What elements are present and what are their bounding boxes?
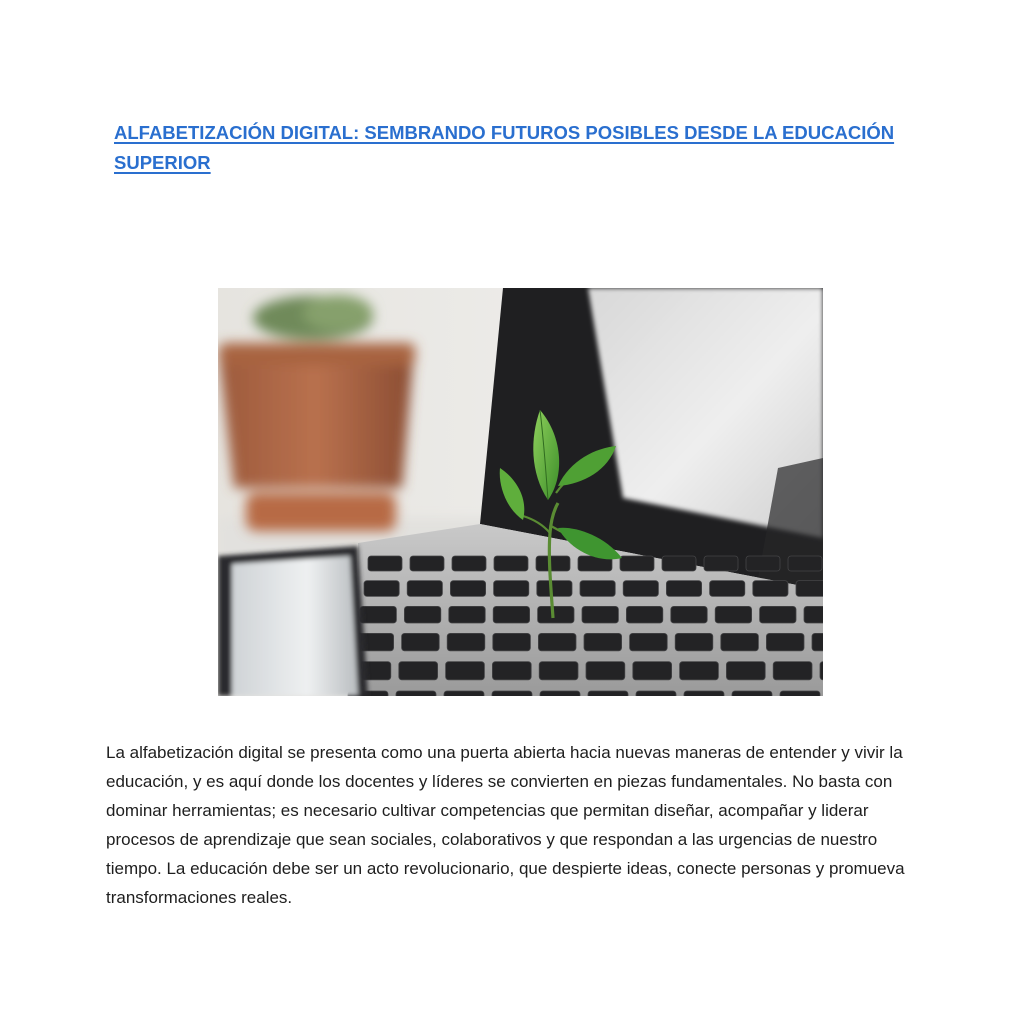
- keyboard-key: [788, 556, 822, 571]
- keyboard-key: [452, 556, 486, 571]
- keyboard-key: [494, 556, 528, 571]
- keyboard-key: [773, 662, 812, 680]
- keyboard-key: [623, 581, 658, 597]
- keyboard-key: [493, 633, 531, 650]
- keyboard-key: [704, 556, 738, 571]
- sprouting-plant-laptop-illustration: [218, 288, 823, 696]
- keyboard-key: [766, 633, 804, 650]
- keyboard-key: [626, 606, 662, 623]
- keyboard-key: [666, 581, 701, 597]
- keyboard-key: [444, 691, 484, 696]
- keyboard-key: [402, 633, 440, 650]
- keyboard-key: [812, 633, 823, 650]
- keyboard-key: [492, 691, 532, 696]
- keyboard-key: [760, 606, 796, 623]
- keyboard-key: [494, 581, 529, 597]
- keyboard-key: [746, 556, 780, 571]
- keyboard-key: [684, 691, 724, 696]
- keyboard-key: [537, 581, 572, 597]
- keyboard-key: [492, 662, 531, 680]
- keyboard-key: [404, 606, 440, 623]
- keyboard-key: [796, 581, 823, 597]
- keyboard-key: [450, 581, 485, 597]
- keyboard-key: [446, 662, 485, 680]
- article-photo: [218, 288, 823, 696]
- keyboard-key: [396, 691, 436, 696]
- keyboard-key: [368, 556, 402, 571]
- keyboard-key: [360, 606, 396, 623]
- article-paragraph: La alfabetización digital se presenta como una puerta abierta hacia nuevas maneras de entender y vivir la educación, y es aquí donde los docentes y líderes se convierten en piezas fundamentales. No basta con dominar herramientas; es necesario cultivar competencias que permitan diseñar, acompañar y liderar procesos de aprendizaje que sean sociales, colaborativos y que respondan a las urgencias de nuestro tiempo. La educación debe ser un acto revolucionario, que despierte ideas, conecte personas y promueva transformaciones reales.: [106, 743, 905, 907]
- keyboard-key: [780, 691, 820, 696]
- keyboard-key: [721, 633, 759, 650]
- keyboard-key: [662, 556, 696, 571]
- keyboard-key: [447, 633, 485, 650]
- keyboard-key: [732, 691, 772, 696]
- keyboard-key: [539, 662, 578, 680]
- keyboard-key: [536, 556, 570, 571]
- keyboard-key: [407, 581, 442, 597]
- article-title-link[interactable]: ALFABETIZACIÓN DIGITAL: SEMBRANDO FUTUROS POSIBLES DESDE LA EDUCACIÓN SUPERIOR: [114, 122, 895, 173]
- keyboard-key: [584, 633, 622, 650]
- keyboard-key: [364, 581, 399, 597]
- keyboard-key: [671, 606, 707, 623]
- keyboard-key: [633, 662, 672, 680]
- keyboard-key: [630, 633, 668, 650]
- keyboard-key: [680, 662, 719, 680]
- keyboard-key: [582, 606, 618, 623]
- keyboard-key: [538, 633, 576, 650]
- keyboard-key: [449, 606, 485, 623]
- keyboard-key: [410, 556, 444, 571]
- keyboard-key: [636, 691, 676, 696]
- keyboard-key: [538, 606, 574, 623]
- keyboard-key: [399, 662, 438, 680]
- keyboard-key: [753, 581, 788, 597]
- keyboard-key: [710, 581, 745, 597]
- keyboard-key: [620, 556, 654, 571]
- keyboard-key: [580, 581, 615, 597]
- keyboard-key: [675, 633, 713, 650]
- keyboard-key: [586, 662, 625, 680]
- keyboard-key: [715, 606, 751, 623]
- keyboard-key: [804, 606, 823, 623]
- keyboard-key: [493, 606, 529, 623]
- keyboard-key: [726, 662, 765, 680]
- keyboard-key: [588, 691, 628, 696]
- keyboard-key: [820, 662, 823, 680]
- keyboard-key: [540, 691, 580, 696]
